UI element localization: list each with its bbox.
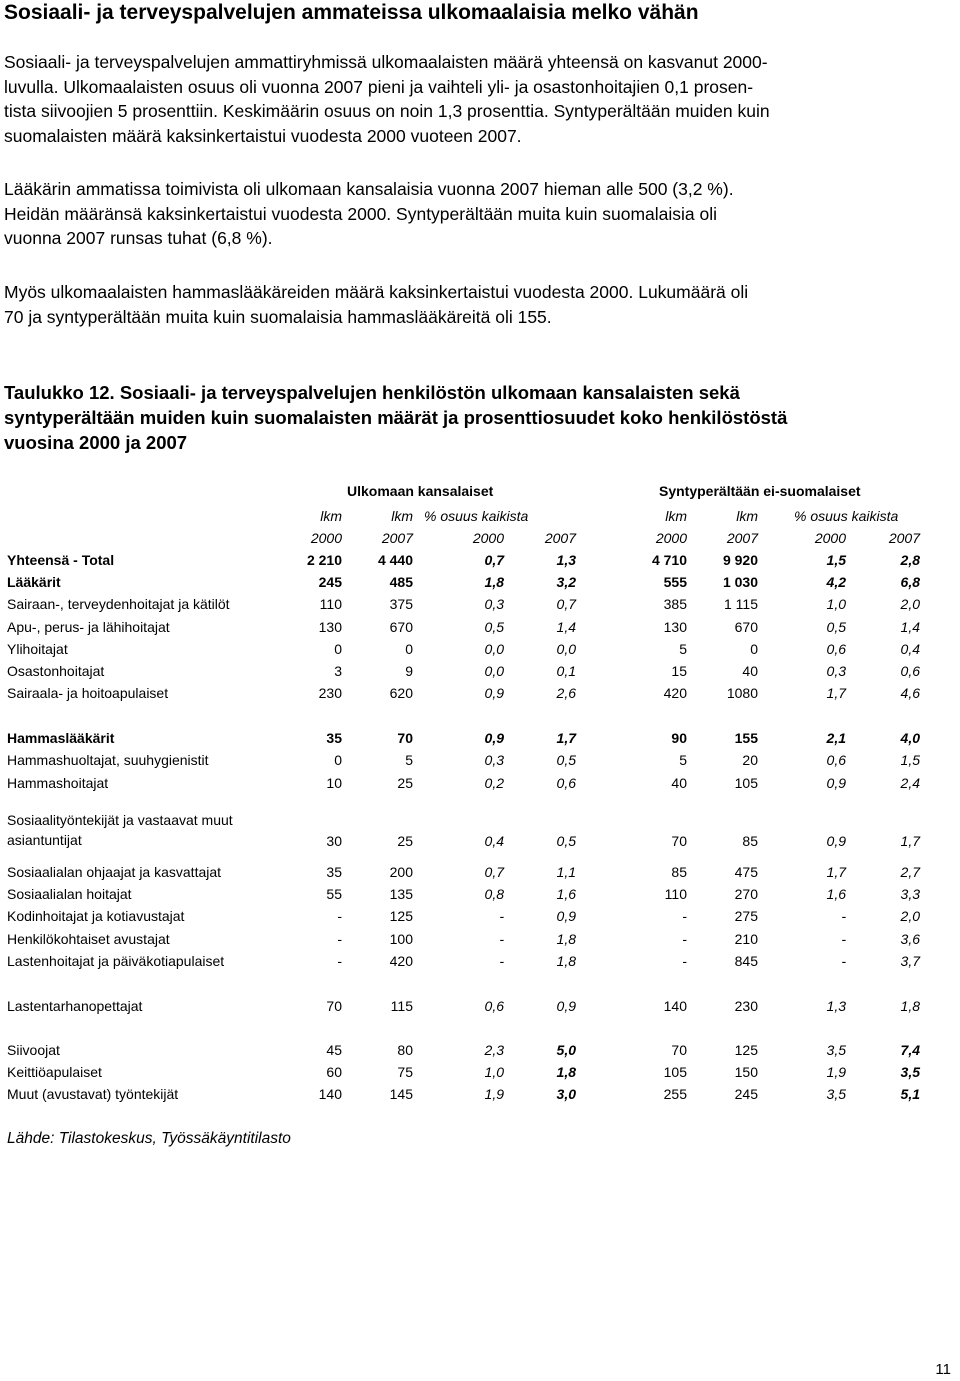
- table-cell: 1 115: [724, 596, 758, 612]
- table-cell: 150: [734, 1064, 758, 1080]
- caption-line: Taulukko 12. Sosiaali- ja terveyspalvelujen henkilöstön ulkomaan kansalaisten sekä: [4, 382, 740, 403]
- table-cell: 3,5: [900, 1064, 920, 1080]
- table-cell: 0,4: [484, 833, 504, 849]
- table-cell: 30: [326, 833, 342, 849]
- table-cell: 4,6: [900, 685, 920, 701]
- table-cell: 2,7: [900, 864, 920, 880]
- year-cell: 2000: [310, 530, 342, 546]
- table-caption: [4, 380, 956, 455]
- row-label: Lastentarhanopettajat: [7, 998, 143, 1014]
- table-cell: 0: [334, 752, 342, 768]
- table-cell: 4 440: [377, 552, 413, 568]
- table-cell: -: [682, 908, 687, 924]
- table-cell: 0,7: [484, 864, 504, 880]
- table-row: [0, 749, 960, 771]
- sub-header-cell: % osuus kaikista: [794, 508, 899, 524]
- table-cell: -: [499, 931, 504, 947]
- table-cell: 4 710: [651, 552, 687, 568]
- table-cell: 2,3: [484, 1042, 504, 1058]
- table-cell: 0,7: [556, 596, 576, 612]
- table-cell: 1,9: [826, 1064, 846, 1080]
- table-cell: 1,8: [556, 1064, 576, 1080]
- source-note: Lähde: Tilastokeskus, Työssäkäyntitilasto: [7, 1130, 291, 1147]
- table-cell: 40: [742, 663, 758, 679]
- sub-header-cell: lkm: [391, 508, 413, 524]
- paragraph-line: tista siivoojien 5 prosenttiin. Keskimäärin osuus on noin 1,3 prosenttia. Syntyperältään muiden kuin: [4, 101, 770, 121]
- year-cell: 2007: [726, 530, 758, 546]
- table-cell: 3,6: [900, 931, 920, 947]
- table-cell: 110: [319, 596, 342, 612]
- table-cell: 130: [318, 619, 342, 635]
- paragraph-foreign-share: [4, 50, 956, 148]
- table-cell: 7,4: [900, 1042, 920, 1058]
- table-cell: 1,9: [484, 1086, 504, 1102]
- table-row: [0, 1061, 960, 1083]
- table-cell: 1,6: [826, 886, 846, 902]
- table-row: [0, 638, 960, 660]
- row-label: Kodinhoitajat ja kotiavustajat: [7, 908, 185, 924]
- table-cell: 0,0: [556, 641, 576, 657]
- table-cell: 210: [734, 931, 758, 947]
- table-cell: 670: [389, 619, 413, 635]
- row-label: Henkilökohtaiset avustajat: [7, 931, 170, 947]
- table-cell: 0,6: [826, 641, 846, 657]
- table-cell: 0,5: [556, 833, 576, 849]
- year-cell: 2000: [655, 530, 687, 546]
- table-cell: 1,8: [556, 931, 576, 947]
- table-cell: 70: [397, 730, 413, 746]
- table-cell: 135: [389, 886, 413, 902]
- table-cell: 2,1: [826, 730, 846, 746]
- table-cell: 0,0: [484, 641, 504, 657]
- table-cell: 0,6: [484, 998, 504, 1014]
- table-cell: 2,0: [900, 908, 920, 924]
- sub-header-cell: lkm: [736, 508, 758, 524]
- table-row: [0, 571, 960, 593]
- table-cell: 80: [397, 1042, 413, 1058]
- table-cell: -: [682, 953, 687, 969]
- table-cell: 420: [663, 685, 687, 701]
- table-cell: 0,3: [484, 752, 504, 768]
- table-cell: 110: [664, 886, 687, 902]
- table-cell: 1,0: [484, 1064, 504, 1080]
- table-cell: -: [682, 931, 687, 947]
- table-row: [0, 905, 960, 927]
- table-cell: 3,5: [826, 1042, 846, 1058]
- row-label: Sosiaalialan hoitajat: [7, 886, 132, 902]
- table-cell: 6,8: [900, 574, 920, 590]
- paragraph-line: Sosiaali- ja terveyspalvelujen ammattiryhmissä ulkomaalaisten määrä yhteensä on kasvanut 2000-: [4, 52, 768, 72]
- table-cell: 5,1: [900, 1086, 920, 1102]
- paragraph-line: Myös ulkomaalaisten hammaslääkäreiden määrä kaksinkertaistui vuodesta 2000. Lukumäärä oli: [4, 282, 749, 302]
- table-cell: 0,0: [484, 663, 504, 679]
- table-cell: 100: [389, 931, 413, 947]
- table-cell: 3,2: [556, 574, 576, 590]
- row-label: Apu-, perus- ja lähihoitajat: [7, 619, 170, 635]
- table-cell: 4,0: [900, 730, 920, 746]
- table-cell: 105: [734, 775, 758, 791]
- table-cell: 1,8: [484, 574, 504, 590]
- table-row: [0, 682, 960, 704]
- caption-line: vuosina 2000 ja 2007: [4, 432, 188, 453]
- row-label: Lastenhoitajat ja päiväkotiapulaiset: [7, 953, 225, 969]
- table-cell: 555: [663, 574, 687, 590]
- row-label: Sosiaalialan ohjaajat ja kasvattajat: [7, 864, 222, 880]
- table-cell: 0,5: [826, 619, 846, 635]
- year-cell: 2007: [381, 530, 413, 546]
- table-cell: 1,7: [826, 864, 846, 880]
- table-cell: 1 030: [722, 574, 758, 590]
- table-cell: 125: [389, 908, 413, 924]
- table-cell: 5: [405, 752, 413, 768]
- table-cell: 25: [397, 775, 413, 791]
- table-cell: 0,9: [826, 833, 846, 849]
- table-cell: 5: [679, 752, 687, 768]
- table-cell: 70: [326, 998, 342, 1014]
- table-cell: 1080: [726, 685, 758, 701]
- table-cell: 270: [734, 886, 758, 902]
- table-cell: 105: [663, 1064, 687, 1080]
- table-cell: 70: [671, 833, 687, 849]
- paragraph-line: vuonna 2007 runsas tuhat (6,8 %).: [4, 228, 273, 248]
- sub-header-row: [0, 505, 960, 527]
- table-row: [0, 593, 960, 615]
- paragraph-doctors: [4, 177, 956, 251]
- table-row: [0, 660, 960, 682]
- row-label: asiantuntijat: [7, 832, 82, 848]
- table-row: [0, 995, 960, 1017]
- table-cell: 200: [389, 864, 413, 880]
- table-row: [0, 812, 960, 852]
- row-label: Hammashuoltajat, suuhygienistit: [7, 752, 209, 768]
- paragraph-line: luvulla. Ulkomaalaisten osuus oli vuonna 2007 pieni ja vaihteli yli- ja osastonhoitajien 0,1 prosen-: [4, 76, 754, 97]
- table-cell: 485: [389, 574, 413, 590]
- table-cell: 420: [389, 953, 413, 969]
- table-row: [0, 549, 960, 571]
- table-cell: 1,5: [900, 752, 920, 768]
- table-cell: 1,8: [900, 998, 920, 1014]
- table-cell: 1,6: [556, 886, 576, 902]
- table-row: [0, 861, 960, 883]
- table-row: [0, 772, 960, 794]
- table-cell: 0,1: [556, 663, 576, 679]
- table-cell: 0,9: [826, 775, 846, 791]
- table-cell: 0,6: [900, 663, 920, 679]
- table-cell: 125: [734, 1042, 758, 1058]
- table-cell: 85: [742, 833, 758, 849]
- table-cell: 115: [390, 998, 413, 1014]
- table-row: [0, 727, 960, 749]
- table-cell: 0,6: [556, 775, 576, 791]
- table-cell: 3,7: [900, 953, 920, 969]
- page-number: 11: [935, 1361, 951, 1378]
- table-cell: 1,4: [900, 619, 920, 635]
- table-cell: 2,0: [900, 596, 920, 612]
- table-cell: 70: [671, 1042, 687, 1058]
- table-cell: 0,9: [484, 685, 504, 701]
- row-label: Hammashoitajat: [7, 775, 109, 791]
- sub-header-cell: % osuus kaikista: [424, 508, 529, 524]
- row-label: Keittiöapulaiset: [7, 1064, 102, 1080]
- table-cell: 230: [318, 685, 342, 701]
- row-label: Sosiaalityöntekijät ja vastaavat muut: [7, 812, 233, 828]
- table-cell: -: [841, 908, 846, 924]
- table-cell: 1,5: [826, 552, 846, 568]
- table-cell: 55: [326, 886, 342, 902]
- table-cell: 620: [389, 685, 413, 701]
- table-cell: 155: [734, 730, 758, 746]
- table-cell: -: [337, 953, 342, 969]
- table-cell: 9: [405, 663, 413, 679]
- table-cell: 85: [671, 864, 687, 880]
- table-cell: -: [841, 953, 846, 969]
- table-cell: 40: [671, 775, 687, 791]
- row-label: Sairaala- ja hoitoapulaiset: [7, 685, 169, 701]
- table-cell: 140: [318, 1086, 342, 1102]
- table-cell: 10: [326, 775, 342, 791]
- table-cell: 0,9: [556, 908, 576, 924]
- table-cell: -: [841, 931, 846, 947]
- table-cell: 2,6: [556, 685, 576, 701]
- paragraph-line: suomalaisten määrä kaksinkertaistui vuodesta 2000 vuoteen 2007.: [4, 125, 522, 146]
- table-cell: 0: [405, 641, 413, 657]
- table-cell: 1,0: [826, 596, 846, 612]
- table-cell: 2 210: [306, 552, 342, 568]
- table-row: [0, 883, 960, 905]
- table-cell: 35: [326, 730, 342, 746]
- table-cell: 1,7: [900, 833, 920, 849]
- page-heading: Sosiaali- ja terveyspalvelujen ammateissa ulkomaalaisia melko vähän: [4, 1, 699, 24]
- year-cell: 2000: [472, 530, 504, 546]
- table-cell: 25: [397, 833, 413, 849]
- table-cell: 5: [679, 641, 687, 657]
- table-cell: 0,6: [826, 752, 846, 768]
- table-cell: -: [337, 931, 342, 947]
- table-cell: 90: [671, 730, 687, 746]
- table-cell: 385: [663, 596, 687, 612]
- table-cell: 1,7: [826, 685, 846, 701]
- table-cell: 3,0: [556, 1086, 576, 1102]
- table-cell: 245: [318, 574, 342, 590]
- table-cell: 130: [663, 619, 687, 635]
- table-cell: 0,3: [484, 596, 504, 612]
- table-cell: 0,5: [484, 619, 504, 635]
- table-cell: 275: [734, 908, 758, 924]
- table-cell: 0,9: [484, 730, 504, 746]
- table-row: [0, 928, 960, 950]
- paragraph-line: Heidän määränsä kaksinkertaistui vuodesta 2000. Syntyperältään muita kuin suomalaisia oli: [4, 203, 718, 224]
- table-cell: 145: [389, 1086, 413, 1102]
- table-cell: 2,8: [900, 552, 920, 568]
- table-cell: -: [499, 953, 504, 969]
- table-cell: 0: [334, 641, 342, 657]
- table-row: [0, 950, 960, 972]
- table-cell: -: [499, 908, 504, 924]
- group-header-foreign-origin: Syntyperältään ei-suomalaiset: [659, 483, 861, 499]
- row-label: Lääkärit: [7, 574, 61, 590]
- table-cell: 4,2: [826, 574, 846, 590]
- sub-header-cell: lkm: [320, 508, 342, 524]
- year-cell: 2007: [544, 530, 576, 546]
- table-cell: 845: [734, 953, 758, 969]
- table-cell: 230: [734, 998, 758, 1014]
- table-cell: 0: [750, 641, 758, 657]
- paragraph-dentists: [4, 280, 956, 329]
- table-cell: 75: [397, 1064, 413, 1080]
- table-row: [0, 1039, 960, 1061]
- table-cell: 3,3: [900, 886, 920, 902]
- table-cell: 475: [734, 864, 758, 880]
- row-label: Hammaslääkärit: [7, 730, 115, 746]
- table-cell: 15: [671, 663, 687, 679]
- table-cell: 0,3: [826, 663, 846, 679]
- table-cell: 140: [663, 998, 687, 1014]
- row-label: Osastonhoitajat: [7, 663, 105, 679]
- table-cell: 375: [389, 596, 413, 612]
- table-cell: 3: [334, 663, 342, 679]
- table-cell: 0,2: [484, 775, 504, 791]
- table-cell: 3,5: [826, 1086, 846, 1102]
- table-cell: 1,3: [556, 552, 576, 568]
- table-row: [0, 1083, 960, 1105]
- table-cell: 35: [326, 864, 342, 880]
- table-cell: 1,1: [556, 864, 576, 880]
- row-label: Yhteensä - Total: [7, 552, 115, 568]
- table-cell: 5,0: [556, 1042, 576, 1058]
- sub-header-cell: lkm: [665, 508, 687, 524]
- table-cell: 255: [663, 1086, 687, 1102]
- row-label: Muut (avustavat) työntekijät: [7, 1086, 179, 1102]
- table-row: [0, 616, 960, 638]
- paragraph-line: Lääkärin ammatissa toimivista oli ulkomaan kansalaisia vuonna 2007 hieman alle 500 (3,2 %).: [4, 179, 734, 199]
- table-cell: 1,7: [556, 730, 576, 746]
- table-cell: 9 920: [722, 552, 758, 568]
- paragraph-line: 70 ja syntyperältään muita kuin suomalaisia hammaslääkäreitä oli 155.: [4, 306, 552, 327]
- table-cell: 0,8: [484, 886, 504, 902]
- row-label: Ylihoitajat: [7, 641, 68, 657]
- table-cell: 1,8: [556, 953, 576, 969]
- table-cell: 670: [734, 619, 758, 635]
- row-label: Siivoojat: [7, 1042, 60, 1058]
- table-cell: 20: [742, 752, 758, 768]
- table-cell: 0,9: [556, 998, 576, 1014]
- row-label: Sairaan-, terveydenhoitajat ja kätilöt: [7, 596, 230, 612]
- group-header-foreign-citizens: Ulkomaan kansalaiset: [347, 483, 494, 499]
- table-cell: 0,7: [484, 552, 504, 568]
- year-cell: 2000: [814, 530, 846, 546]
- table-cell: 45: [326, 1042, 342, 1058]
- table-cell: 60: [326, 1064, 342, 1080]
- year-header-row: [0, 527, 960, 549]
- table-cell: 245: [734, 1086, 758, 1102]
- table-cell: 2,4: [900, 775, 920, 791]
- caption-line: syntyperältään muiden kuin suomalaisten määrät ja prosenttiosuudet koko henkilöstöstä: [4, 407, 788, 428]
- table-cell: 1,3: [826, 998, 846, 1014]
- table-cell: -: [337, 908, 342, 924]
- table-cell: 0,5: [556, 752, 576, 768]
- table-cell: 0,4: [900, 641, 920, 657]
- year-cell: 2007: [888, 530, 920, 546]
- table-cell: 1,4: [556, 619, 576, 635]
